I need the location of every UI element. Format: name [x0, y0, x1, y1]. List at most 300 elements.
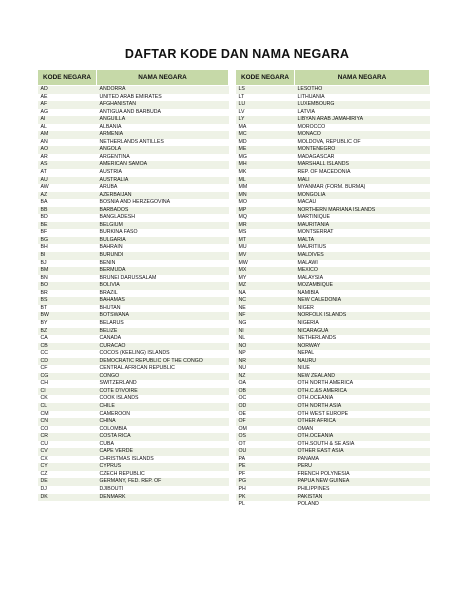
table-row	[236, 161, 430, 169]
table-row	[38, 177, 229, 185]
country-code-cell: OA	[236, 380, 295, 388]
table-row	[38, 343, 229, 351]
country-name-cell: BELARUS	[97, 320, 229, 328]
table-row	[236, 320, 430, 328]
header-code: KODE NEGARA	[38, 70, 97, 86]
table-row	[38, 139, 229, 147]
country-name-cell: ARMENIA	[97, 131, 229, 139]
country-name-cell: MADAGASCAR	[295, 154, 430, 162]
country-name-cell: MACAU	[295, 199, 430, 207]
country-name-cell: PAPUA NEW GUINEA	[295, 478, 430, 486]
table-row	[38, 448, 229, 456]
country-name-cell: BURKINA FASO	[97, 229, 229, 237]
country-code-cell: BH	[38, 244, 97, 252]
table-row	[38, 184, 229, 192]
table-header-row	[236, 70, 430, 86]
country-name-cell: MARSHALL ISLANDS	[295, 161, 430, 169]
country-name-cell: NEPAL	[295, 350, 430, 358]
country-code-cell: PK	[236, 494, 295, 502]
country-name-cell: MALAYSIA	[295, 275, 430, 283]
country-name-cell: NORFOLK ISLANDS	[295, 312, 430, 320]
country-name-cell: MEXICO	[295, 267, 430, 275]
country-code-cell: CF	[38, 365, 97, 373]
country-name-cell: CZECH REPUBLIC	[97, 471, 229, 479]
table-row	[236, 350, 430, 358]
country-code-cell: LV	[236, 109, 295, 117]
table-row	[236, 237, 430, 245]
table-row	[38, 463, 229, 471]
table-row	[236, 448, 430, 456]
country-name-cell: MALDIVES	[295, 252, 430, 260]
table-row	[236, 207, 430, 215]
country-name-cell: CHRISTMAS ISLANDS	[97, 456, 229, 464]
country-code-cell: OD	[236, 403, 295, 411]
table-row	[38, 86, 229, 94]
table-row	[38, 365, 229, 373]
country-name-cell: ARUBA	[97, 184, 229, 192]
country-code-cell: MA	[236, 124, 295, 132]
country-name-cell: MARTINIQUE	[295, 214, 430, 222]
country-code-cell: CR	[38, 433, 97, 441]
country-name-cell: REP. OF MACEDONIA	[295, 169, 430, 177]
country-code-cell: CA	[38, 335, 97, 343]
country-code-cell: NF	[236, 312, 295, 320]
table-row	[38, 146, 229, 154]
country-code-cell: LY	[236, 116, 295, 124]
country-name-cell: COTE D'IVOIRE	[97, 388, 229, 396]
country-code-cell: CB	[38, 343, 97, 351]
country-name-cell: ANTIGUA AND BARBUDA	[97, 109, 229, 117]
country-code-cell: NE	[236, 305, 295, 313]
table-row	[236, 154, 430, 162]
country-name-cell: BRUNEI DARUSSALAM	[97, 275, 229, 283]
country-code-cell: PL	[236, 501, 295, 509]
country-code-cell: OF	[236, 418, 295, 426]
country-code-cell: MW	[236, 260, 295, 268]
table-row	[38, 229, 229, 237]
country-name-cell: AUSTRALIA	[97, 177, 229, 185]
country-code-cell: AM	[38, 131, 97, 139]
table-row	[236, 260, 430, 268]
country-code-cell: ME	[236, 146, 295, 154]
country-name-cell: COSTA RICA	[97, 433, 229, 441]
country-name-cell: AUSTRIA	[97, 169, 229, 177]
table-row	[236, 177, 430, 185]
country-name-cell: BULGARIA	[97, 237, 229, 245]
country-name-cell: SWITZERLAND	[97, 380, 229, 388]
table-row	[236, 146, 430, 154]
country-code-cell: BW	[38, 312, 97, 320]
table-header-row	[38, 70, 229, 86]
country-code-cell: BR	[38, 290, 97, 298]
table-row	[38, 494, 229, 502]
country-name-cell: MALTA	[295, 237, 430, 245]
table-row	[236, 343, 430, 351]
table-row	[38, 358, 229, 366]
country-name-cell: MALI	[295, 177, 430, 185]
table-body-right	[236, 86, 430, 509]
table-row	[38, 305, 229, 313]
country-code-cell: AU	[38, 177, 97, 185]
country-name-cell: BENIN	[97, 260, 229, 268]
table-row	[236, 328, 430, 336]
country-name-cell: BELIZE	[97, 328, 229, 336]
table-row	[236, 426, 430, 434]
country-name-cell: OTH NORTH AMERICA	[295, 380, 430, 388]
table-row	[38, 101, 229, 109]
table-row	[38, 350, 229, 358]
table-row	[38, 154, 229, 162]
table-row	[38, 418, 229, 426]
country-code-cell: MQ	[236, 214, 295, 222]
country-code-cell: AI	[38, 116, 97, 124]
country-name-cell: NAMIBIA	[295, 290, 430, 298]
country-code-cell: MT	[236, 237, 295, 245]
country-name-cell: NAURU	[295, 358, 430, 366]
table-row	[236, 101, 430, 109]
country-name-cell: CHILE	[97, 403, 229, 411]
country-code-cell: CM	[38, 411, 97, 419]
country-name-cell: MAURITANIA	[295, 222, 430, 230]
country-code-cell: CK	[38, 395, 97, 403]
country-code-cell: NZ	[236, 373, 295, 381]
country-code-cell: NG	[236, 320, 295, 328]
table-row	[236, 395, 430, 403]
table-row	[236, 290, 430, 298]
country-name-cell: OTHER AFRICA	[295, 418, 430, 426]
country-code-cell: CL	[38, 403, 97, 411]
table-row	[38, 131, 229, 139]
country-code-cell: PA	[236, 456, 295, 464]
table-row	[236, 471, 430, 479]
country-code-cell: ML	[236, 177, 295, 185]
table-row	[38, 161, 229, 169]
country-code-cell: DE	[38, 478, 97, 486]
table-row	[38, 478, 229, 486]
table-row	[38, 192, 229, 200]
country-code-cell: BG	[38, 237, 97, 245]
country-name-cell: DENMARK	[97, 494, 229, 502]
table-row	[38, 335, 229, 343]
country-code-cell: BZ	[38, 328, 97, 336]
country-name-cell: OTH.C.&S AMERICA	[295, 388, 430, 396]
table-row	[236, 478, 430, 486]
table-row	[38, 214, 229, 222]
table-row	[236, 86, 430, 94]
table-row	[236, 388, 430, 396]
table-row	[236, 441, 430, 449]
country-code-table-left	[37, 69, 229, 501]
country-code-cell: OE	[236, 411, 295, 419]
table-row	[38, 312, 229, 320]
country-name-cell: MOLDOVA, REPUBLIC OF	[295, 139, 430, 147]
country-name-cell: LATVIA	[295, 109, 430, 117]
country-code-cell: OS	[236, 433, 295, 441]
country-code-cell: BJ	[38, 260, 97, 268]
country-name-cell: NETHERLANDS ANTILLES	[97, 139, 229, 147]
table-row	[38, 320, 229, 328]
country-code-cell: MH	[236, 161, 295, 169]
country-code-cell: AT	[38, 169, 97, 177]
country-name-cell: BELGIUM	[97, 222, 229, 230]
country-name-cell: BAHAMAS	[97, 297, 229, 305]
country-code-cell: CN	[38, 418, 97, 426]
country-name-cell: NORWAY	[295, 343, 430, 351]
country-name-cell: NEW CALEDONIA	[295, 297, 430, 305]
country-name-cell: CUBA	[97, 441, 229, 449]
country-name-cell: COOK ISLANDS	[97, 395, 229, 403]
country-name-cell: CANADA	[97, 335, 229, 343]
table-row	[236, 305, 430, 313]
country-name-cell: BRAZIL	[97, 290, 229, 298]
country-code-cell: MY	[236, 275, 295, 283]
table-row	[236, 214, 430, 222]
country-code-cell: MM	[236, 184, 295, 192]
country-name-cell: BARBADOS	[97, 207, 229, 215]
country-name-cell: BAHRAIN	[97, 244, 229, 252]
country-name-cell: ARGENTINA	[97, 154, 229, 162]
country-code-cell: OB	[236, 388, 295, 396]
country-name-cell: ANGOLA	[97, 146, 229, 154]
country-name-cell: MONACO	[295, 131, 430, 139]
country-code-cell: PF	[236, 471, 295, 479]
country-code-cell: OT	[236, 441, 295, 449]
table-row	[38, 109, 229, 117]
table-row	[236, 365, 430, 373]
table-row	[38, 222, 229, 230]
country-name-cell: COLOMBIA	[97, 426, 229, 434]
country-code-cell: BT	[38, 305, 97, 313]
table-row	[38, 441, 229, 449]
country-name-cell: NIGERIA	[295, 320, 430, 328]
table-row	[236, 229, 430, 237]
country-code-cell: AD	[38, 86, 97, 94]
table-row	[38, 426, 229, 434]
country-name-cell: OTH NORTH ASIA	[295, 403, 430, 411]
table-row	[38, 433, 229, 441]
country-name-cell: MYANMAR (FORM. BURMA)	[295, 184, 430, 192]
table-row	[236, 494, 430, 502]
country-name-cell: LESOTHO	[295, 86, 430, 94]
country-code-cell: LS	[236, 86, 295, 94]
table-row	[236, 433, 430, 441]
country-code-cell: MV	[236, 252, 295, 260]
country-name-cell: OTH.SOUTH & SE ASIA	[295, 441, 430, 449]
table-row	[38, 290, 229, 298]
country-code-cell: NU	[236, 365, 295, 373]
table-row	[38, 244, 229, 252]
table-row	[236, 109, 430, 117]
country-name-cell: FRENCH POLYNESIA	[295, 471, 430, 479]
table-row	[236, 358, 430, 366]
country-code-cell: NI	[236, 328, 295, 336]
table-row	[236, 139, 430, 147]
country-name-cell: AMERICAN SAMOA	[97, 161, 229, 169]
country-name-cell: OTH.OCEANIA	[295, 433, 430, 441]
table-row	[38, 328, 229, 336]
country-code-cell: CZ	[38, 471, 97, 479]
table-row	[38, 411, 229, 419]
table-row	[236, 199, 430, 207]
country-code-cell: MC	[236, 131, 295, 139]
country-name-cell: CYPRUS	[97, 463, 229, 471]
country-code-cell: AG	[38, 109, 97, 117]
table-row	[236, 169, 430, 177]
country-code-cell: CC	[38, 350, 97, 358]
country-name-cell: OTH WEST EUROPE	[295, 411, 430, 419]
country-name-cell: GERMANY, FED. REP. OF	[97, 478, 229, 486]
country-code-cell: OU	[236, 448, 295, 456]
table-row	[236, 335, 430, 343]
table-row	[236, 312, 430, 320]
country-name-cell: BURUNDI	[97, 252, 229, 260]
country-code-cell: NR	[236, 358, 295, 366]
country-code-cell: NC	[236, 297, 295, 305]
country-name-cell: BOLIVIA	[97, 282, 229, 290]
country-code-cell: PG	[236, 478, 295, 486]
country-name-cell: OTHER EAST ASIA	[295, 448, 430, 456]
country-code-cell: BO	[38, 282, 97, 290]
country-name-cell: NIUE	[295, 365, 430, 373]
country-name-cell: NORTHERN MARIANA ISLANDS	[295, 207, 430, 215]
table-row	[236, 456, 430, 464]
country-code-cell: MR	[236, 222, 295, 230]
country-code-cell: LU	[236, 101, 295, 109]
table-row	[38, 380, 229, 388]
country-code-cell: AR	[38, 154, 97, 162]
country-name-cell: ANDORRA	[97, 86, 229, 94]
country-name-cell: OTH.OCEANIA	[295, 395, 430, 403]
country-code-cell: MS	[236, 229, 295, 237]
country-code-cell: CO	[38, 426, 97, 434]
country-code-cell: PH	[236, 486, 295, 494]
table-row	[236, 501, 430, 509]
table-row	[236, 380, 430, 388]
table-row	[38, 237, 229, 245]
country-code-cell: AF	[38, 101, 97, 109]
table-row	[236, 282, 430, 290]
table-row	[236, 244, 430, 252]
table-row	[38, 486, 229, 494]
country-code-cell: OM	[236, 426, 295, 434]
country-code-cell: DK	[38, 494, 97, 502]
country-name-cell: LIBYAN ARAB JAMAHIRIYA	[295, 116, 430, 124]
country-name-cell: NICARAGUA	[295, 328, 430, 336]
country-code-cell: AO	[38, 146, 97, 154]
country-name-cell: MOZAMBIQUE	[295, 282, 430, 290]
table-row	[38, 471, 229, 479]
country-code-cell: BD	[38, 214, 97, 222]
country-code-cell: MP	[236, 207, 295, 215]
table-row	[236, 131, 430, 139]
country-code-cell: AW	[38, 184, 97, 192]
table-row	[236, 116, 430, 124]
country-name-cell: MALAWI	[295, 260, 430, 268]
country-code-cell: BB	[38, 207, 97, 215]
table-row	[38, 282, 229, 290]
country-name-cell: POLAND	[295, 501, 430, 509]
country-name-cell: BANGLADESH	[97, 214, 229, 222]
table-row	[236, 373, 430, 381]
header-name: NAMA NEGARA	[295, 70, 430, 86]
country-name-cell: PHILIPPINES	[295, 486, 430, 494]
country-name-cell: NEW ZEALAND	[295, 373, 430, 381]
country-name-cell: UNITED ARAB EMIRATES	[97, 94, 229, 102]
country-code-cell: MD	[236, 139, 295, 147]
country-name-cell: LITHUANIA	[295, 94, 430, 102]
country-name-cell: MONGOLIA	[295, 192, 430, 200]
table-body-left	[38, 86, 229, 502]
country-name-cell: BOTSWANA	[97, 312, 229, 320]
country-name-cell: PANAMA	[295, 456, 430, 464]
country-code-cell: MU	[236, 244, 295, 252]
country-name-cell: MONTSERRAT	[295, 229, 430, 237]
country-name-cell: CAMEROON	[97, 411, 229, 419]
country-name-cell: NIGER	[295, 305, 430, 313]
table-row	[236, 124, 430, 132]
country-code-cell: DJ	[38, 486, 97, 494]
country-code-cell: AZ	[38, 192, 97, 200]
country-name-cell: NETHERLANDS	[295, 335, 430, 343]
country-name-cell: CONGO	[97, 373, 229, 381]
country-code-cell: CX	[38, 456, 97, 464]
country-code-cell: CI	[38, 388, 97, 396]
country-name-cell: ALBANIA	[97, 124, 229, 132]
table-row	[236, 463, 430, 471]
country-name-cell: MOROCCO	[295, 124, 430, 132]
table-row	[38, 403, 229, 411]
country-code-cell: LT	[236, 94, 295, 102]
country-name-cell: PAKISTAN	[295, 494, 430, 502]
country-code-cell: BN	[38, 275, 97, 283]
table-row	[38, 373, 229, 381]
table-row	[38, 199, 229, 207]
country-name-cell: CAPE VERDE	[97, 448, 229, 456]
country-code-cell: CU	[38, 441, 97, 449]
table-row	[236, 252, 430, 260]
country-code-cell: OC	[236, 395, 295, 403]
country-name-cell: AFGHANISTAN	[97, 101, 229, 109]
country-name-cell: MAURITIUS	[295, 244, 430, 252]
country-name-cell: DEMOCRATIC REPUBLIC OF THE CONGO	[97, 358, 229, 366]
country-name-cell: BOSNIA AND HERZEGOVINA	[97, 199, 229, 207]
country-name-cell: MONTENEGRO	[295, 146, 430, 154]
country-code-cell: BE	[38, 222, 97, 230]
country-name-cell: COCOS (KEELING) ISLANDS	[97, 350, 229, 358]
country-name-cell: LUXEMBOURG	[295, 101, 430, 109]
table-row	[38, 267, 229, 275]
country-code-cell: BA	[38, 199, 97, 207]
country-name-cell: BERMUDA	[97, 267, 229, 275]
table-row	[38, 297, 229, 305]
country-code-cell: CD	[38, 358, 97, 366]
table-row	[38, 169, 229, 177]
table-row	[236, 297, 430, 305]
country-code-cell: AE	[38, 94, 97, 102]
table-row	[236, 403, 430, 411]
country-name-cell: PERU	[295, 463, 430, 471]
country-name-cell: ANGUILLA	[97, 116, 229, 124]
country-code-cell: AL	[38, 124, 97, 132]
table-row	[236, 411, 430, 419]
country-code-cell: CV	[38, 448, 97, 456]
table-row	[38, 252, 229, 260]
country-name-cell: BHUTAN	[97, 305, 229, 313]
table-row	[38, 456, 229, 464]
country-code-cell: MO	[236, 199, 295, 207]
country-name-cell: CENTRAL AFRICAN REPUBLIC	[97, 365, 229, 373]
country-code-cell: MX	[236, 267, 295, 275]
